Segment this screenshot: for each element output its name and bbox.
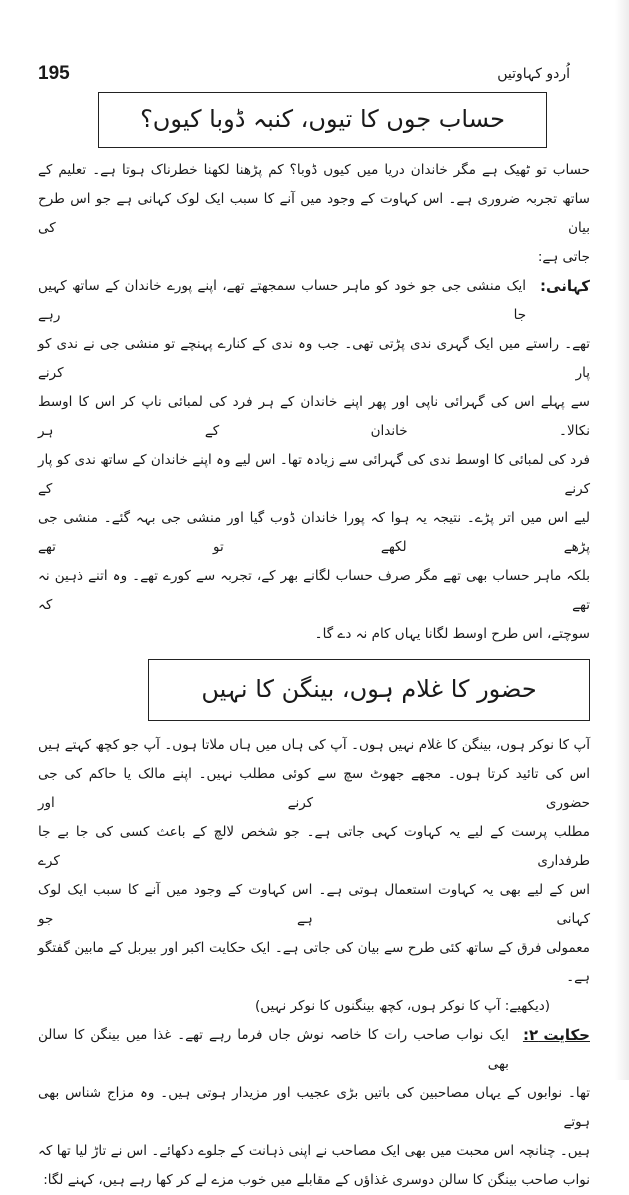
page-number: 195 <box>38 63 70 84</box>
story-line: سے پہلے اس کی گہرائی ناپی اور پھر اپنے خاندان کے ہر فرد کی لمبائی ناپ کر اس کا اوسط نکالا۔ خاندان کے ہر <box>38 394 590 439</box>
story-line: تھے۔ راستے میں ایک گہری ندی پڑتی تھی۔ جب وہ ندی کے کنارے پہنچے تو منشی جی نے ندی کو پار کرنے <box>38 336 590 381</box>
body-line: آپ کا نوکر ہوں، بینگن کا غلام نہیں ہوں۔ آپ کی ہاں میں ہاں ملاتا ہوں۔ آپ جو کچھ کہتے ہیں <box>38 737 590 753</box>
tale-label: حکایت ۲: <box>522 1026 590 1044</box>
story-label: کہانی: <box>540 277 590 295</box>
story-line <box>38 272 590 330</box>
intro-line: جاتی ہے: <box>537 249 590 265</box>
tale-text: ایک نواب صاحب رات کا خاصہ نوش جاں فرما رہے تھے۔ غذا میں بینگن کا سالن بھی <box>38 1027 509 1072</box>
proverb-title: حساب جوں کا تیوں، کنبہ ڈوبا کیوں؟ <box>140 105 505 134</box>
intro-line: حساب تو ٹھیک ہے مگر خاندان دریا میں کیوں ڈوبا؟ کم پڑھنا لکھنا خطرناک ہوتا ہے۔ تعلیم کے <box>38 162 590 178</box>
proverb-title-box <box>98 92 547 148</box>
page-header <box>38 60 590 88</box>
story-line: سوچتے، اس طرح اوسط لگانا یہاں کام نہ دے گا۔ <box>314 626 590 642</box>
book-page <box>38 0 590 1195</box>
proverb-title-box <box>148 659 590 721</box>
proverb-title: حضور کا غلام ہوں، بینگن کا نہیں <box>201 675 537 704</box>
tale-line: ہیں۔ چنانچہ اس محبت میں بھی ایک مصاحب نے اپنی ذہانت کے جلوے دکھائے۔ اس نے تاڑ لیا تھا کہ <box>38 1143 590 1159</box>
tale-line <box>38 1021 590 1079</box>
body-line: معمولی فرق کے ساتھ کئی طرح سے بیان کی جاتی ہے۔ ایک حکایت اکبر اور بیربل کے مابین گفتگو ہے۔ <box>38 940 590 985</box>
reference-line: (دیکھیے: آپ کا نوکر ہوں، کچھ بینگنوں کا نوکر نہیں) <box>254 998 550 1014</box>
story-line: فرد کی لمبائی کا اوسط ندی کی گہرائی سے زیادہ تھا۔ اس لیے وہ اپنے خاندان کے ساتھ ندی کو پار کرنے کے <box>38 452 590 497</box>
body-line: اس کی تائید کرتا ہوں۔ مجھے جھوٹ سچ سے کوئی مطلب نہیں۔ اپنے مالک یا حاکم کی جی حضوری کرنے اور <box>38 766 590 811</box>
running-title: اُردو کہاوتیں <box>497 66 570 82</box>
story-line: بلکہ ماہر حساب بھی تھے مگر صرف حساب لگانے بھر کے، تجربہ سے کورے تھے۔ وہ اتنے ذہین نہ تھے کہ <box>38 568 590 613</box>
body-line: مطلب پرست کے لیے یہ کہاوت کہی جاتی ہے۔ جو شخص لالچ کے باعث کسی کی جا بے جا طرفداری کرے <box>38 824 590 869</box>
body-line: اس کے لیے بھی یہ کہاوت استعمال ہوتی ہے۔ اس کہاوت کے وجود میں آنے کا سبب ایک لوک کہانی ہے جو <box>38 882 590 927</box>
story-line: لیے اس میں اتر پڑے۔ نتیجہ یہ ہوا کہ پورا خاندان ڈوب گیا اور منشی جی بہہ گئے۔ منشی جی پڑھے لکھے تو تھے <box>38 510 590 555</box>
story-text: ایک منشی جی جو خود کو ماہر حساب سمجھتے تھے، اپنے پورے خاندان کے ساتھ کہیں جا رہے <box>38 278 527 323</box>
intro-line: ساتھ تجربہ ضروری ہے۔ اس کہاوت کے وجود میں آنے کا سبب ایک لوک کہانی ہے جو اس طرح بیان کی <box>38 191 590 236</box>
tale-line: تھا۔ نوابوں کے یہاں مصاحبین کی باتیں بڑی عجیب اور مزیدار ہوتی ہیں۔ وہ مزاج شناس بھی ہوتے <box>38 1085 590 1130</box>
tale-line: نواب صاحب بینگن کا سالن دوسری غذاؤں کے مقابلے میں خوب مزے لے کر کھا رہے ہیں، کہنے لگا: <box>43 1172 590 1188</box>
page-edge-shadow <box>615 0 629 1080</box>
